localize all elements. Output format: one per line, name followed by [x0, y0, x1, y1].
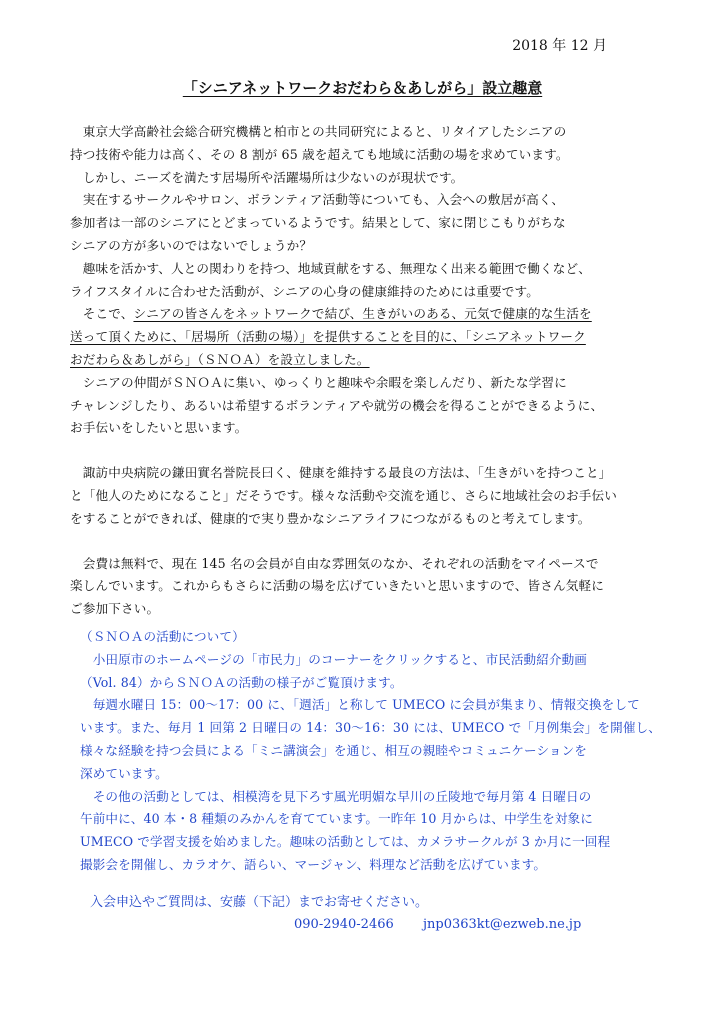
body-line: 趣味を活かす、人との関わりを持つ、地域貢献をする、無理なく出来る範囲で働くなど、 [70, 260, 591, 276]
body-line: 持つ技術や能力は高く、その 8 割が 65 歳を超えても地域に活動の場を求めています。 [70, 146, 569, 162]
body-line: お手伝いをしたいと思います。 [70, 420, 248, 436]
activities-heading: （ＳＮＯＡの活動について） [80, 629, 245, 644]
body-line: 会費は無料で、現在 145 名の会員が自由な雰囲気のなか、それぞれの活動をマイペースで [70, 555, 599, 571]
body-line: ライフスタイルに合わせた活動が、シニアの心身の健康維持のためには重要です。 [70, 283, 539, 299]
underlined-text: シニアの皆さんをネットワークで結び、生きがいのある、元気で健康的な生活を [133, 306, 592, 322]
body-line: シニアの方が多いのではないでしょうか？ [70, 237, 313, 253]
body-line [70, 303, 670, 326]
activities-line: 様々な経験を持つ会員による「ミニ講演会」を通じ、相互の親睦やコミュニケーションを [80, 742, 587, 758]
underlined-text: おだわら＆あしがら」（ＳＮＯＡ）を設立しました。 [70, 351, 370, 367]
body-line: しかし、ニーズを満たす居場所や活躍場所は少ないのが現状です。 [70, 169, 464, 185]
activities-line: 毎週水曜日 15：00〜17：00 に、「週活」と称して UMECO に会員が集まり、情報交換をして [80, 697, 640, 713]
body-line [70, 326, 670, 349]
body-line: シニアの仲間がＳＮＯＡに集い、ゆっくりと趣味や余暇を楽しんだり、新たな学習に [70, 374, 567, 390]
body-line: ご参加下さい。 [70, 601, 160, 617]
body-line: 実在するサークルやサロン、ボランティア活動等についても、入会への敷居が高く、 [70, 192, 565, 208]
purpose-body [70, 121, 670, 621]
activities-line: 小田原市のホームページの「市民力」のコーナーをクリックすると、市民活動紹介動画 [80, 651, 587, 667]
body-line: 東京大学高齢社会総合研究機構と柏市との共同研究によると、リタイアしたシニアの [70, 124, 567, 139]
contact-email: jnp0363kt@ezweb.ne.jp [423, 917, 582, 932]
contact-phone: 090-2940-2466 [294, 917, 394, 932]
body-line: 参加者は一部のシニアにとどまっているようです。結果として、家に閉じこもりがちな [70, 215, 566, 231]
paragraph-gap [70, 531, 670, 553]
title-text: 「シニアネットワークおだわら＆あしがら」設立趣意 [182, 79, 543, 97]
paragraph-gap [70, 440, 670, 462]
activities-line: います。また、毎月 1 回第 2 日曜日の 14：30〜16：30 には、UMECO で「月例集会」を開催し、 [80, 720, 661, 736]
underlined-text: 送って頂くために、「居場所（活動の場）」を提供することを目的に、「シニアネットワーク [70, 329, 586, 345]
activities-line: UMECO で学習支援を始めました。趣味の活動としては、カメラサークルが 3 か月に一回程 [80, 834, 611, 850]
contact-note: 入会申込やご質問は、安藤（下記）までお寄せください。 [90, 895, 429, 910]
activities-line: 撮影会を開催し、カラオケ、語らい、マージャン、料理など活動を広げています。 [80, 856, 547, 872]
activities-line: （Vol. 84）からＳＮＯＡの活動の様子がご覧頂けます。 [80, 674, 403, 690]
body-line [70, 349, 670, 372]
body-line: 楽しんでいます。これからもさらに活動の場を広げていきたいと思いますので、皆さん気軽に [70, 578, 604, 594]
body-line: 諏訪中央病院の鎌田實名誉院長曰く、健康を維持する最良の方法は、「生きがいを持つこと」 [70, 465, 612, 481]
activities-line: 深めています。 [80, 765, 168, 781]
document-date: 2018 年 12 月 [512, 38, 607, 54]
body-text: そこで、 [70, 306, 134, 322]
body-line: をすることができれば、健康的で実り豊かなシニアライフにつながるものと考えてします。 [70, 510, 591, 526]
document-title [0, 77, 725, 98]
activities-line: その他の活動としては、相模湾を見下ろす風光明媚な早川の丘陵地で毎月第 4 日曜日の [80, 788, 592, 804]
body-line: チャレンジしたり、あるいは希望するボランティアや就労の機会を得ることができるように、 [70, 397, 604, 413]
body-line: と「他人のためになること」だそうです。様々な活動や交流を通じ、さらに地域社会のお手伝い [70, 487, 617, 503]
activities-line: 午前中に、40 本・8 種類のみかんを育てています。一昨年 10 月からは、中学生を対象に [80, 811, 593, 827]
activities-section [80, 626, 680, 877]
